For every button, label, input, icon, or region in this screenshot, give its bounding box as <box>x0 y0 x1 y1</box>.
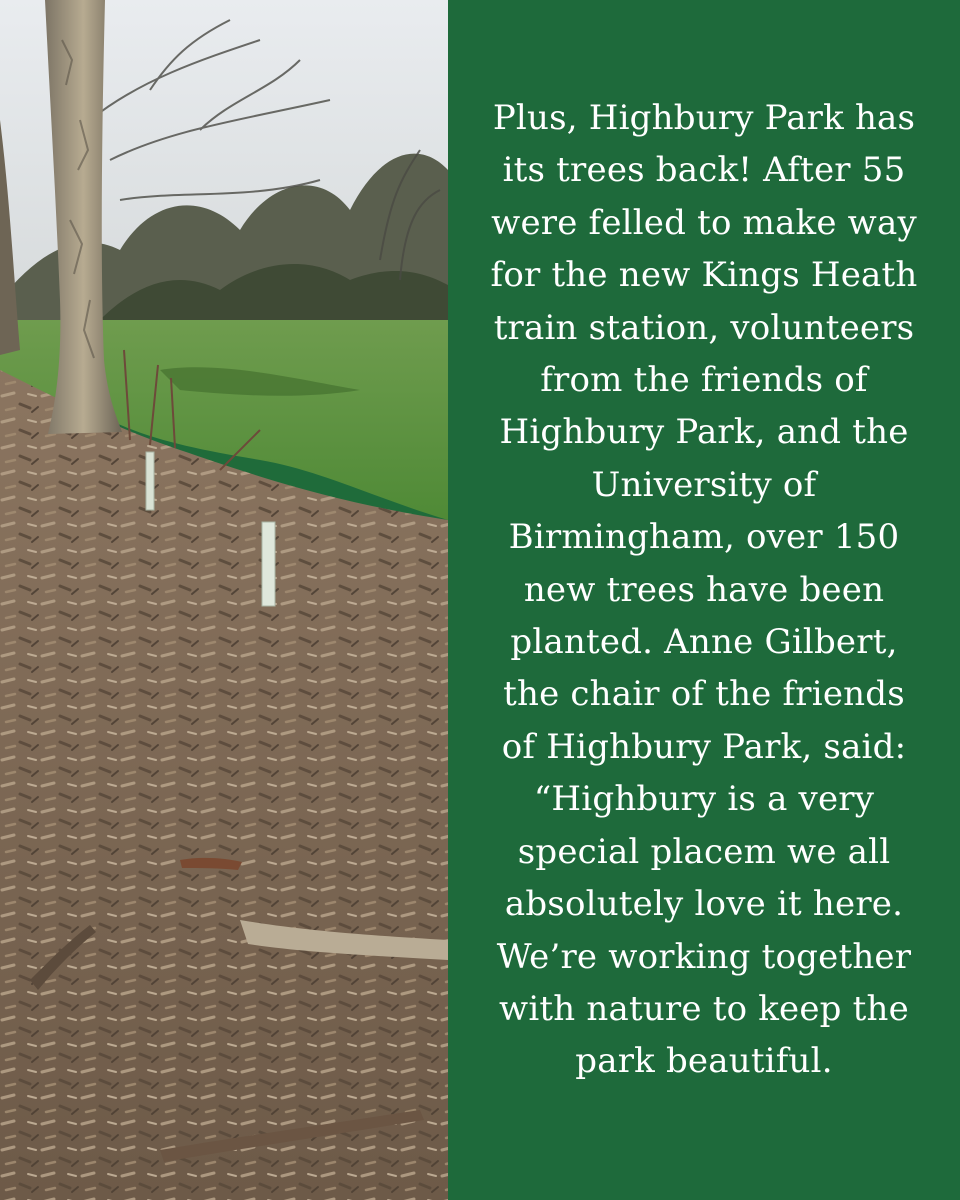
story-line: for the new Kings Heath <box>490 255 918 296</box>
story-line: park beautiful. <box>575 1041 833 1082</box>
story-line: the chair of the friends <box>503 674 905 715</box>
park-photo <box>0 0 448 1200</box>
story-line: “Highbury is a very <box>533 779 875 820</box>
story-line: special placem we all <box>517 831 891 872</box>
story-line: of Highbury Park, said: <box>501 726 907 767</box>
story-line: with nature to keep the <box>499 988 909 1029</box>
story-line: its trees back! After 55 <box>502 150 906 191</box>
story-line: Highbury Park, and the <box>499 412 909 453</box>
story-line: from the friends of <box>540 360 868 401</box>
story-line: We’re working together <box>496 936 912 977</box>
story-text <box>462 92 946 1088</box>
story-line: absolutely love it here. <box>504 884 904 925</box>
story-line: were felled to make way <box>491 202 917 243</box>
story-line: planted. Anne Gilbert, <box>510 622 898 663</box>
story-line: new trees have been <box>523 569 885 610</box>
story-line: Plus, Highbury Park has <box>492 98 916 138</box>
story-line: train station, volunteers <box>493 307 915 348</box>
story-line: Birmingham, over 150 <box>508 517 900 558</box>
park-photo-illustration <box>0 0 448 1200</box>
story-line: University of <box>591 464 817 505</box>
text-panel <box>448 0 960 1200</box>
